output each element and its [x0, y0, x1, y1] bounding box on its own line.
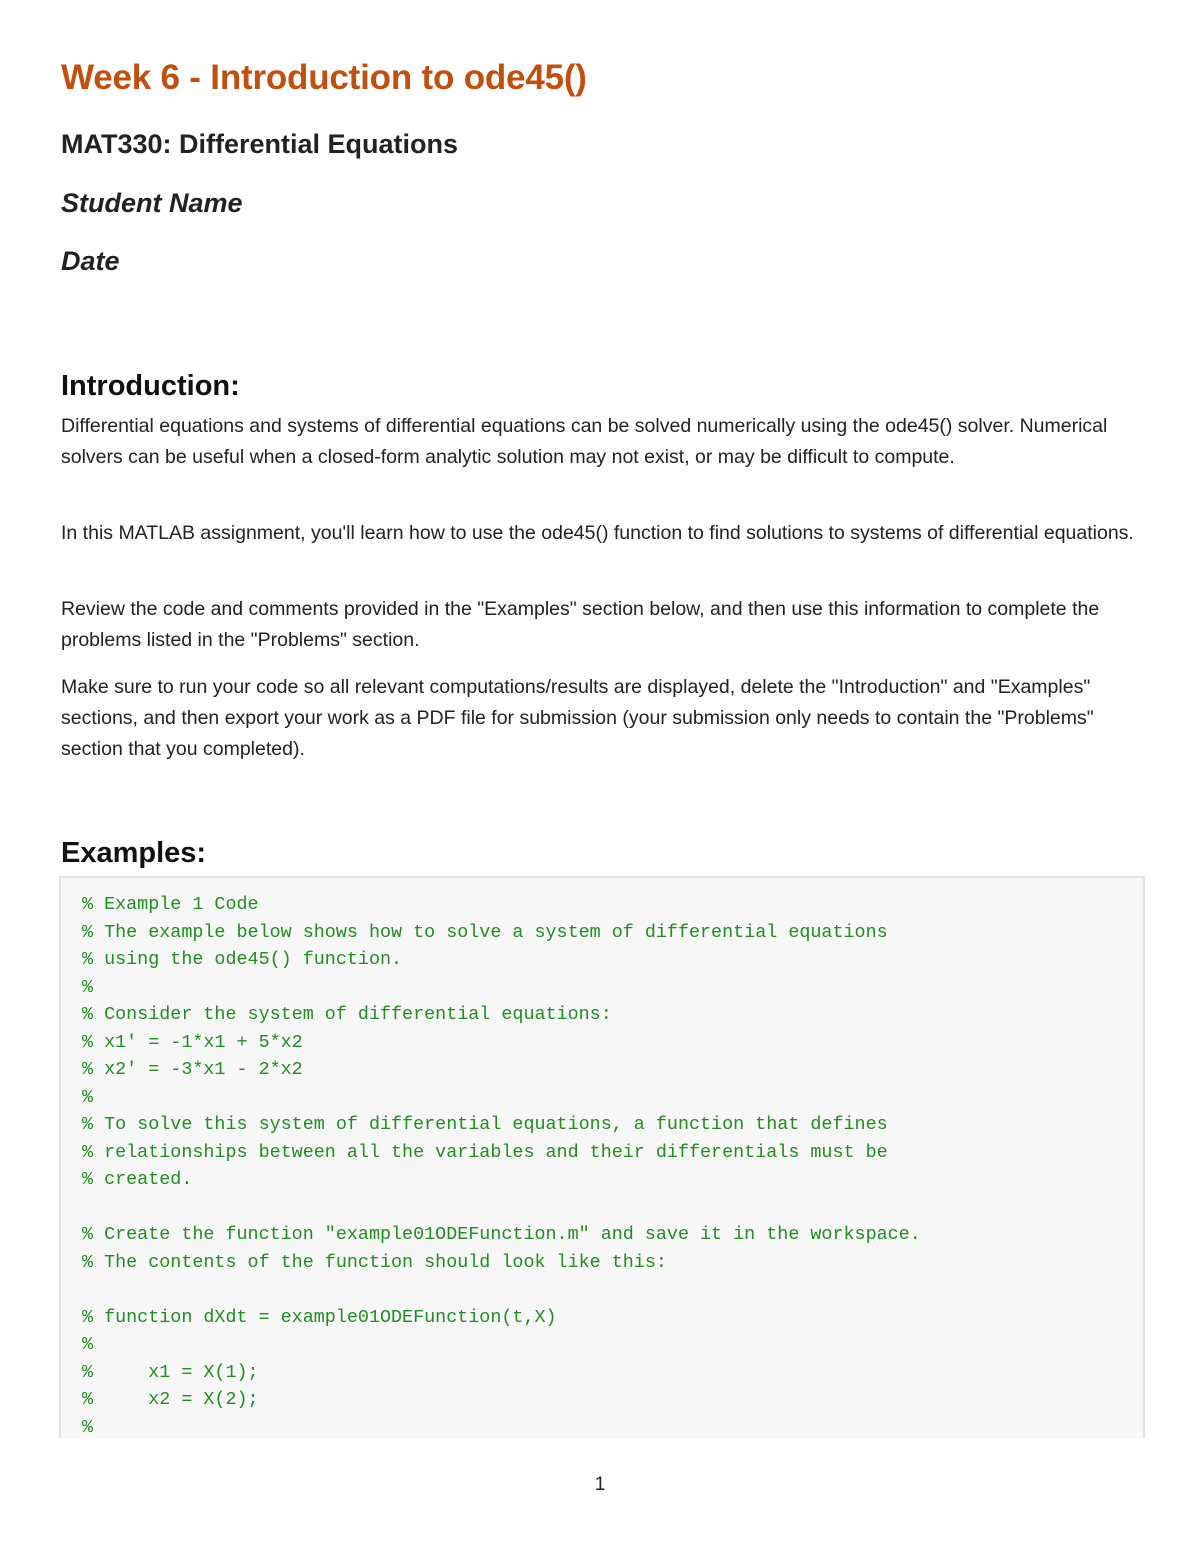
- code-line: % Consider the system of differential equations:: [82, 1004, 612, 1025]
- code-line: [82, 1276, 921, 1304]
- code-line: % x1 = X(1);: [82, 1361, 259, 1383]
- intro-paragraph-1: Differential equations and systems of differential equations can be solved numerically using the ode45() solver. Numerical solvers can be useful when a closed-form analytic solution may not exist, or may be difficult to compute.: [61, 415, 1108, 468]
- code-line: %: [82, 976, 94, 998]
- code-line: % using the ode45() function.: [82, 949, 403, 970]
- introduction-heading: Introduction:: [61, 370, 240, 402]
- intro-paragraph-3: Review the code and comments provided in the "Examples" section below, and then use this information to complete the problems listed in the "Problems" section.: [61, 598, 1100, 651]
- code-line: % x2' = -3*x1 - 2*x2: [82, 1059, 303, 1080]
- code-line: [82, 1194, 921, 1222]
- code-line: %: [82, 1334, 94, 1355]
- code-line: % Create the function "example01ODEFunction.m" and save it in the workspace.: [82, 1224, 921, 1245]
- code-line: % x2 = X(2);: [82, 1389, 259, 1410]
- code-block: [59, 876, 1145, 1438]
- code-lines: [82, 891, 921, 1438]
- code-line: %: [82, 1416, 94, 1438]
- code-line: % function dXdt = example01ODEFunction(t,X): [82, 1306, 557, 1328]
- code-line: % Example 1 Code: [82, 894, 259, 915]
- date-line: Date: [61, 246, 120, 276]
- page-number: 1: [594, 1474, 606, 1495]
- page-title: Week 6 - Introduction to ode45(): [61, 58, 587, 97]
- code-line: % relationships between all the variables and their differentials must be: [82, 1141, 888, 1163]
- code-line: %: [82, 1086, 94, 1108]
- code-line: % created.: [82, 1169, 193, 1190]
- student-name: Student Name: [61, 188, 243, 218]
- code-line: % x1' = -1*x1 + 5*x2: [82, 1031, 303, 1053]
- intro-paragraph-4: Make sure to run your code so all relevant computations/results are displayed, delete the "Introduction" and "Examples" sections, and then export your work as a PDF file for submission (your submission only needs to contain the "Problems" section that you completed).: [61, 676, 1094, 760]
- code-line: % To solve this system of differential equations, a function that defines: [82, 1114, 888, 1135]
- code-line: % The example below shows how to solve a system of differential equations: [82, 921, 888, 943]
- examples-heading: Examples:: [61, 837, 207, 869]
- course-title: MAT330: Differential Equations: [61, 129, 459, 159]
- code-line: % The contents of the function should look like this:: [82, 1251, 667, 1273]
- intro-paragraph-2: In this MATLAB assignment, you'll learn how to use the ode45() function to find solutions to systems of differential equations.: [61, 522, 1134, 544]
